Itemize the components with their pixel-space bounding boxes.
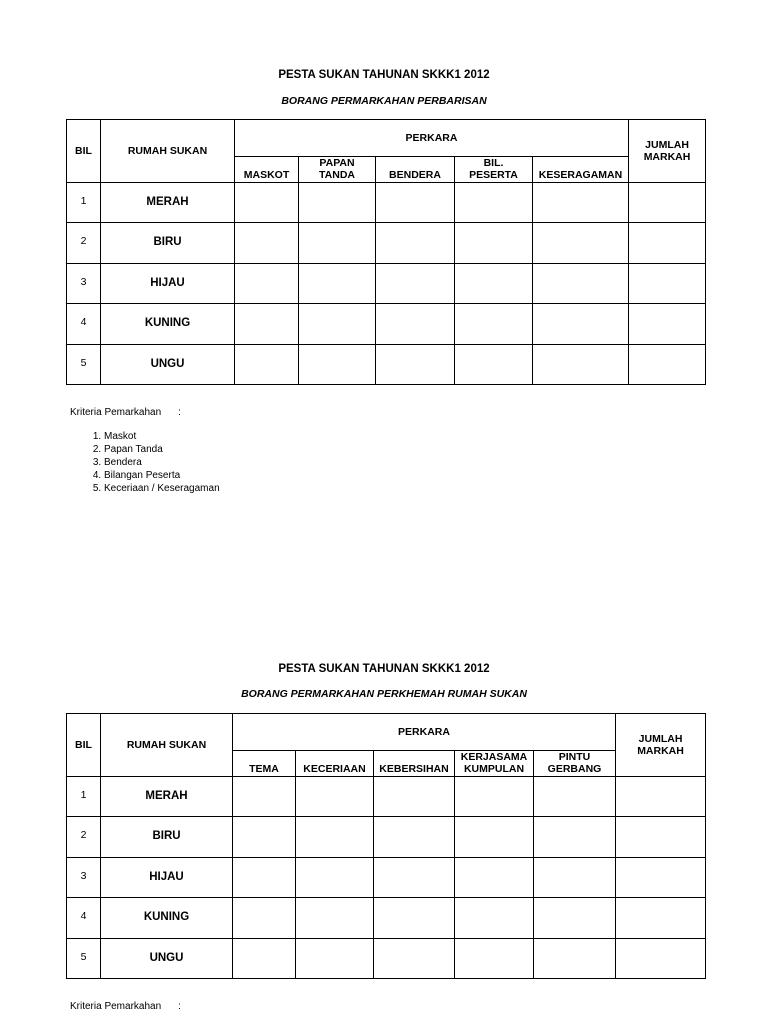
score-cell[interactable] (455, 183, 533, 223)
score-cell[interactable] (374, 939, 455, 979)
table-row (67, 817, 706, 858)
form1-criteria-label (70, 407, 181, 418)
score-cell[interactable] (235, 223, 299, 264)
row-number: 4 (67, 304, 101, 345)
table-row (67, 304, 706, 345)
header-pintu-gerbang: PINTU GERBANG (534, 751, 616, 777)
row-house-name: KUNING (101, 304, 235, 345)
form2-criteria-label (70, 1001, 181, 1012)
score-cell[interactable] (296, 898, 374, 939)
score-cell[interactable] (376, 345, 455, 385)
score-cell[interactable] (233, 939, 296, 979)
form1-table (66, 119, 706, 385)
criteria-colon: : (178, 1001, 181, 1012)
row-house-name: HIJAU (101, 264, 235, 304)
score-cell[interactable] (376, 223, 455, 264)
row-house-name: HIJAU (101, 858, 233, 898)
form1-subtitle: BORANG PERMARKAHAN PERBARISAN (281, 95, 487, 107)
total-cell[interactable] (629, 264, 706, 304)
row-number: 4 (67, 898, 101, 939)
total-cell[interactable] (629, 183, 706, 223)
header-kebersihan: KEBERSIHAN (374, 751, 455, 777)
criteria-item: 1. Maskot (104, 430, 220, 443)
criteria-item: 2. Papan Tanda (104, 443, 220, 456)
score-cell[interactable] (233, 817, 296, 858)
score-cell[interactable] (534, 777, 616, 817)
header-bil: BIL (67, 714, 101, 777)
score-cell[interactable] (376, 183, 455, 223)
table-row (67, 898, 706, 939)
score-cell[interactable] (534, 939, 616, 979)
score-cell[interactable] (299, 304, 376, 345)
row-house-name: MERAH (101, 183, 235, 223)
score-cell[interactable] (533, 345, 629, 385)
row-number: 3 (67, 264, 101, 304)
score-cell[interactable] (296, 777, 374, 817)
score-cell[interactable] (534, 858, 616, 898)
score-cell[interactable] (233, 898, 296, 939)
score-cell[interactable] (374, 817, 455, 858)
score-cell[interactable] (455, 223, 533, 264)
header-perkara: PERKARA (233, 714, 616, 751)
table-row (67, 939, 706, 979)
score-cell[interactable] (455, 264, 533, 304)
score-cell[interactable] (455, 817, 534, 858)
total-cell[interactable] (616, 939, 706, 979)
table-row (67, 223, 706, 264)
score-cell[interactable] (374, 898, 455, 939)
table-row (67, 858, 706, 898)
row-number: 1 (67, 777, 101, 817)
header-jumlah-markah (629, 120, 706, 183)
criteria-label-text: Kriteria Pemarkahan (70, 1001, 162, 1012)
jumlah-line1: JUMLAH (638, 733, 683, 745)
header-perkara: PERKARA (235, 120, 629, 157)
header-keceriaan: KECERIAAN (296, 751, 374, 777)
row-house-name: BIRU (101, 223, 235, 264)
total-cell[interactable] (616, 898, 706, 939)
jumlah-line2: MARKAH (643, 151, 691, 163)
jumlah-line2: MARKAH (637, 745, 684, 757)
form1-title: PESTA SUKAN TAHUNAN SKKK1 2012 (278, 69, 490, 81)
score-cell[interactable] (455, 898, 534, 939)
score-cell[interactable] (299, 183, 376, 223)
header-rumah-sukan: RUMAH SUKAN (101, 714, 233, 777)
header-bendera: BENDERA (376, 157, 455, 183)
score-cell[interactable] (533, 223, 629, 264)
row-house-name: UNGU (101, 345, 235, 385)
row-house-name: UNGU (101, 939, 233, 979)
form2-title: PESTA SUKAN TAHUNAN SKKK1 2012 (278, 663, 490, 675)
score-cell[interactable] (533, 183, 629, 223)
score-cell[interactable] (235, 345, 299, 385)
score-cell[interactable] (376, 264, 455, 304)
score-cell[interactable] (296, 858, 374, 898)
score-cell[interactable] (233, 858, 296, 898)
form1-criteria-list (70, 430, 220, 495)
score-cell[interactable] (299, 264, 376, 304)
row-number: 5 (67, 345, 101, 385)
table-row (67, 777, 706, 817)
criteria-item: 4. Bilangan Peserta (104, 469, 220, 482)
row-house-name: BIRU (101, 817, 233, 858)
criteria-colon: : (178, 407, 181, 418)
jumlah-line1: JUMLAH (645, 139, 689, 151)
score-cell[interactable] (455, 304, 533, 345)
header-maskot: MASKOT (235, 157, 299, 183)
form2-subtitle: BORANG PERMARKAHAN PERKHEMAH RUMAH SUKAN (241, 688, 527, 700)
score-cell[interactable] (296, 817, 374, 858)
row-house-name: MERAH (101, 777, 233, 817)
score-cell[interactable] (299, 223, 376, 264)
row-number: 3 (67, 858, 101, 898)
header-kerjasama-kumpulan: KERJASAMA KUMPULAN (455, 751, 534, 777)
score-cell[interactable] (233, 777, 296, 817)
row-number: 2 (67, 817, 101, 858)
score-cell[interactable] (533, 264, 629, 304)
score-cell[interactable] (376, 304, 455, 345)
row-number: 1 (67, 183, 101, 223)
total-cell[interactable] (616, 777, 706, 817)
header-papan-tanda: PAPAN TANDA (299, 157, 376, 183)
score-cell[interactable] (374, 858, 455, 898)
score-cell[interactable] (533, 304, 629, 345)
score-cell[interactable] (455, 345, 533, 385)
header-tema: TEMA (233, 751, 296, 777)
row-number: 5 (67, 939, 101, 979)
row-house-name: KUNING (101, 898, 233, 939)
score-cell[interactable] (235, 264, 299, 304)
criteria-item: 3. Bendera (104, 456, 220, 469)
header-jumlah-markah (616, 714, 706, 777)
score-cell[interactable] (455, 939, 534, 979)
criteria-item: 5. Keceriaan / Keseragaman (104, 482, 220, 495)
total-cell[interactable] (629, 304, 706, 345)
criteria-label-text: Kriteria Pemarkahan (70, 407, 162, 418)
table-row (67, 345, 706, 385)
form2-table (66, 713, 706, 979)
total-cell[interactable] (616, 817, 706, 858)
score-cell[interactable] (235, 183, 299, 223)
row-number: 2 (67, 223, 101, 264)
header-rumah-sukan: RUMAH SUKAN (101, 120, 235, 183)
score-cell[interactable] (534, 817, 616, 858)
header-bil: BIL (67, 120, 101, 183)
score-cell[interactable] (299, 345, 376, 385)
header-bil-peserta: BIL. PESERTA (455, 157, 533, 183)
table-row (67, 264, 706, 304)
score-cell[interactable] (235, 304, 299, 345)
score-cell[interactable] (455, 777, 534, 817)
header-keseragaman: KESERAGAMAN (533, 157, 629, 183)
total-cell[interactable] (629, 223, 706, 264)
score-cell[interactable] (296, 939, 374, 979)
table-row (67, 183, 706, 223)
total-cell[interactable] (616, 858, 706, 898)
score-cell[interactable] (374, 777, 455, 817)
total-cell[interactable] (629, 345, 706, 385)
score-cell[interactable] (455, 858, 534, 898)
score-cell[interactable] (534, 898, 616, 939)
